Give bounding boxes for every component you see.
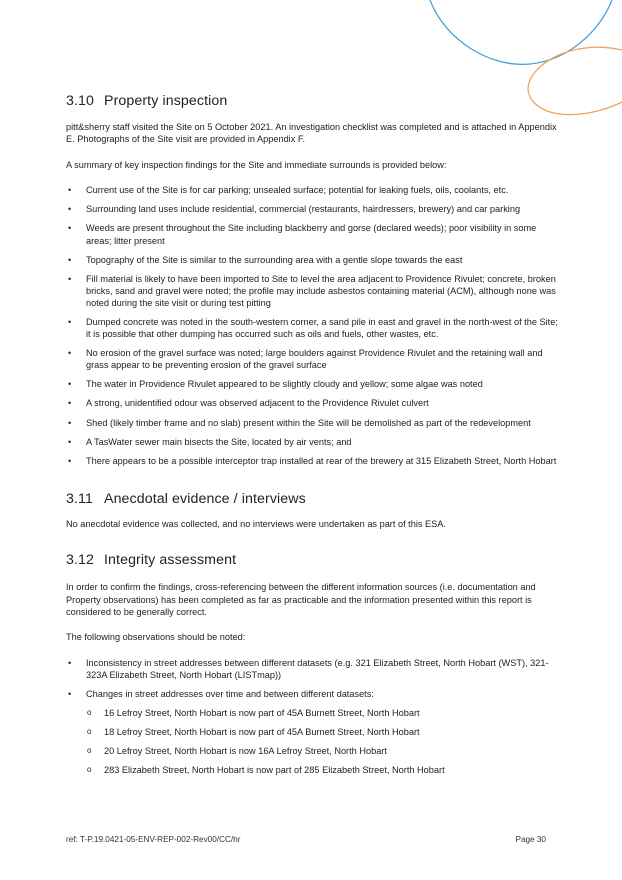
list-item: • Changes in street addresses over time and between different datasets: — [68, 689, 374, 700]
paragraph: In order to confirm the findings, cross-referencing between the different information sources (i.e. documentation and Property observations) has been completed as far as practicable and the information presented within this report is considered to be generally correct. — [66, 582, 536, 618]
bullet-icon: • — [68, 204, 72, 215]
bullet-icon: • — [68, 657, 72, 668]
bullet-icon: • — [68, 455, 72, 466]
circle-bullet-icon: o — [87, 727, 92, 737]
main-content — [66, 90, 560, 777]
section-heading-3-10: 3.10 Property inspection — [66, 93, 228, 109]
list-item: • There appears to be a possible interceptor trap installed at rear of the brewery at 315 Elizabeth Street, North Hobart — [68, 455, 557, 466]
bullet-list — [66, 184, 560, 467]
list-item: • Shed (likely timber frame and no slab) present within the Site will be demolished as part of the redevelopment — [68, 417, 531, 428]
bullet-icon: • — [68, 436, 72, 447]
list-item: o 283 Elizabeth Street, North Hobart is now part of 285 Elizabeth Street, North Hobart — [87, 765, 445, 776]
bullet-icon: • — [68, 273, 72, 284]
list-item: • No erosion of the gravel surface was noted; large boulders against Providence Rivulet and the retaining wall and grass appear to be preventing erosion of the gravel surface — [68, 348, 543, 371]
list-item: • Dumped concrete was noted in the south-western corner, a sand pile in east and gravel in the north-west of the Site; it is possible that other dumping has occurred such as oils and fuels, other wastes, etc. — [68, 316, 558, 340]
document-reference: ref: T-P.19.0421-05-ENV-REP-002-Rev00/CC/hr — [66, 835, 241, 844]
list-item: • Weeds are present throughout the Site including blackberry and gorse (declared weeds); poor visibility in some areas; litter present — [68, 223, 537, 246]
list-item: • A TasWater sewer main bisects the Site, located by air vents; and — [68, 436, 352, 447]
bullet-icon: • — [68, 254, 72, 265]
list-item: o 20 Lefroy Street, North Hobart is now 16A Lefroy Street, North Hobart — [87, 746, 387, 757]
list-item: • Surrounding land uses include residential, commercial (restaurants, hairdressers, brewery) and car parking — [68, 204, 521, 215]
list-item: o 18 Lefroy Street, North Hobart is now part of 45A Burnett Street, North Hobart — [87, 727, 420, 738]
bullet-icon: • — [68, 398, 72, 409]
circle-bullet-icon: o — [87, 765, 92, 775]
bullet-icon: • — [68, 417, 72, 428]
paragraph: pitt&sherry staff visited the Site on 5 October 2021. An investigation checklist was completed and is attached in Appendix E. Photographs of the Site visit are provided in Appendix F. — [66, 122, 557, 145]
list-item: • Inconsistency in street addresses between different datasets (e.g. 321 Elizabeth Street, North Hobart (WST), 321-323A Elizabeth Street, North Hobart (LISTmap)) — [68, 657, 549, 680]
sub-bullet-list — [66, 707, 560, 776]
list-item: • Fill material is likely to have been imported to Site to level the area adjacent to Providence Rivulet; concrete, broken bricks, sand and gravel were noted; the profile may include asbestos containing material (ACM), although none was noted during the site visit or during test pitting — [68, 273, 556, 308]
paragraph: The following observations should be noted: — [66, 632, 246, 643]
section-heading-3-11: 3.11 Anecdotal evidence / interviews — [66, 490, 306, 507]
list-item: • The water in Providence Rivulet appeared to be slightly cloudy and yellow; some algae was noted — [68, 379, 483, 390]
blue-arc — [430, 0, 612, 64]
page-footer — [66, 835, 546, 844]
list-item: • A strong, unidentified odour was observed adjacent to the Providence Rivulet culvert — [68, 398, 429, 409]
list-item: o 16 Lefroy Street, North Hobart is now part of 45A Burnett Street, North Hobart — [87, 708, 420, 719]
list-item: • Current use of the Site is for car parking; unsealed surface; potential for leaking fuels, oils, coolants, etc. — [68, 185, 509, 196]
page-number: Page 30 — [515, 835, 546, 844]
circle-bullet-icon: o — [87, 746, 92, 756]
paragraph: No anecdotal evidence was collected, and no interviews were undertaken as part of this ESA. — [66, 518, 446, 529]
bullet-icon: • — [68, 689, 72, 700]
bullet-list — [66, 657, 560, 700]
paragraph: A summary of key inspection findings for the Site and immediate surrounds is provided below: — [66, 159, 447, 170]
bullet-icon: • — [68, 223, 72, 234]
bullet-icon: • — [68, 379, 72, 390]
section-heading-3-12: 3.12 Integrity assessment — [66, 552, 237, 569]
bullet-icon: • — [68, 185, 72, 196]
list-item: • Topography of the Site is similar to the surrounding area with a gentle slope towards the east — [68, 254, 463, 265]
bullet-icon: • — [68, 316, 72, 327]
circle-bullet-icon: o — [87, 708, 92, 718]
bullet-icon: • — [68, 348, 72, 359]
